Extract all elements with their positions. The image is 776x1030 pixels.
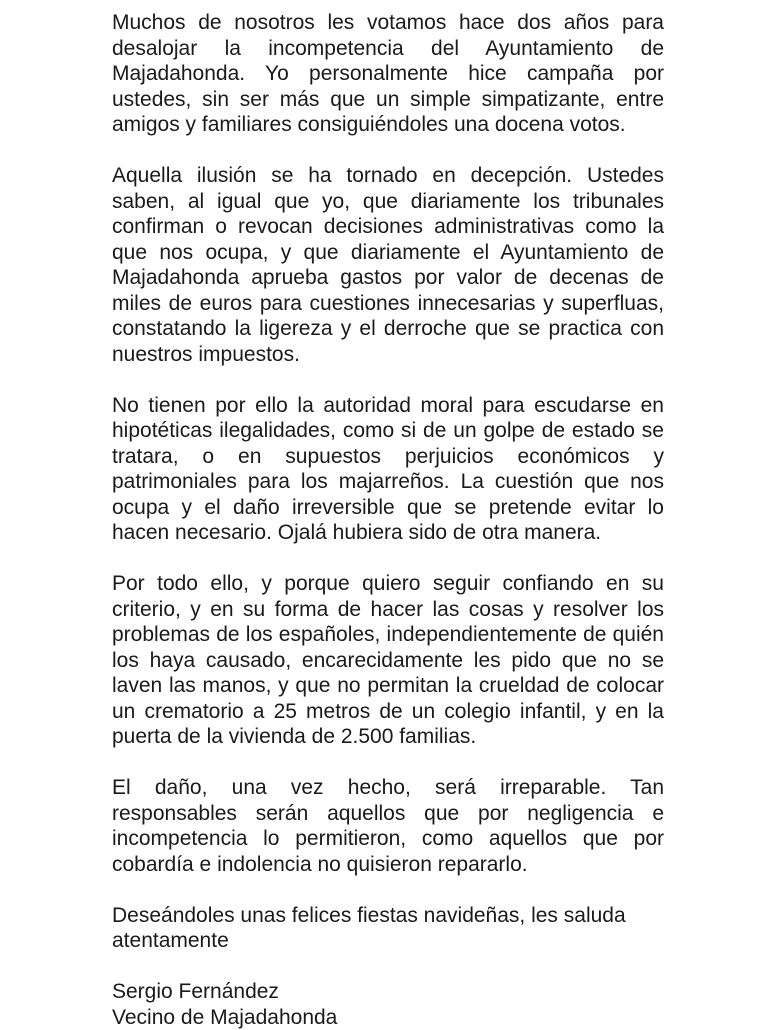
letter-paragraph-3: No tienen por ello la autoridad moral para escudarse en hipotéticas ilegalidades, como si de un golpe de estado se tratara, o en supuestos perjuicios económicos y patrimoniales para los majarreños. La cuestión que nos ocupa y el daño irreversible que se pretende evitar lo hacen necesario. Ojalá hubiera sido de otra manera.	[112, 393, 664, 546]
letter-paragraph-5: El daño, una vez hecho, será irreparable. Tan responsables serán aquellos que por negligencia e incompetencia lo permitieron, como aquellos que por cobardía e indolencia no quisieron repararlo.	[112, 775, 664, 877]
letter-paragraph-4: Por todo ello, y porque quiero seguir confiando en su criterio, y en su forma de hacer las cosas y resolver los problemas de los españoles, independientemente de quién los haya causado, encarecidamente les pido que no se laven las manos, y que no permitan la crueldad de colocar un crematorio a 25 metros de un colegio infantil, y en la puerta de la vivienda de 2.500 familias.	[112, 571, 664, 750]
signature-block	[112, 979, 664, 1030]
signature-title: Vecino de Majadahonda	[112, 1005, 664, 1030]
letter-paragraph-1: Muchos de nosotros les votamos hace dos años para desalojar la incompetencia del Ayuntamiento de Majadahonda. Yo personalmente hice campaña por ustedes, sin ser más que un simple simpatizante, entre amigos y familiares consiguiéndoles una docena votos.	[112, 10, 664, 138]
letter-body	[112, 10, 664, 1030]
signature-name: Sergio Fernández	[112, 979, 664, 1005]
letter-closing: Deseándoles unas felices fiestas navideñas, les saluda atentamente	[112, 903, 664, 954]
letter-paragraph-2: Aquella ilusión se ha tornado en decepción. Ustedes saben, al igual que yo, que diariamente los tribunales confirman o revocan decisiones administrativas como la que nos ocupa, y que diariamente el Ayuntamiento de Majadahonda aprueba gastos por valor de decenas de miles de euros para cuestiones innecesarias y superfluas, constatando la ligereza y el derroche que se practica con nuestros impuestos.	[112, 163, 664, 367]
